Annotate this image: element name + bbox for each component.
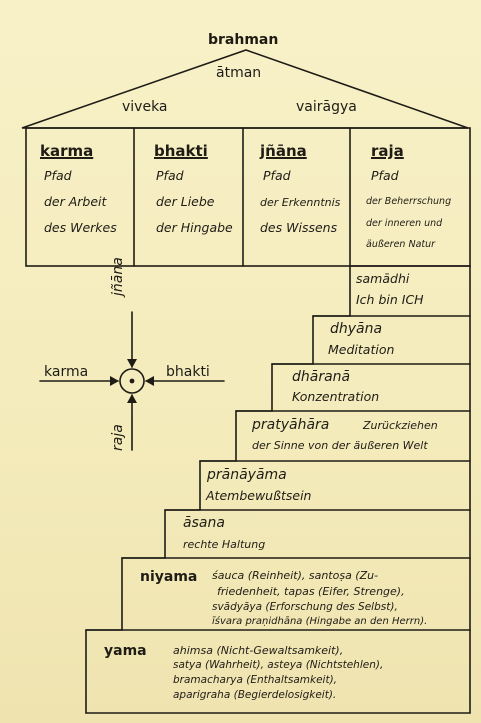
roof-top-label: brahman — [208, 32, 279, 48]
step-name-niyama: niyama — [140, 569, 198, 585]
step-desc-dhyana: Meditation — [328, 342, 395, 357]
compass-label-top: jñāna — [110, 257, 126, 296]
step-niyama-line-3: svādyāya (Erforschung des Selbst), — [212, 601, 398, 613]
path-bhakti-line-1: Pfad — [156, 168, 184, 183]
step-desc-samadhi: Ich bin ICH — [356, 292, 424, 307]
roof-right-label: vairāgya — [296, 99, 357, 115]
path-bhakti-line-3: der Hingabe — [156, 220, 233, 235]
path-raja-line-4: äußeren Natur — [366, 239, 436, 250]
path-raja-line-1: Pfad — [371, 168, 399, 183]
roof-outline — [22, 50, 468, 128]
step-yama-line-2: satya (Wahrheit), asteya (Nichtstehlen), — [173, 659, 384, 671]
step-name-pranayama: prānāyāma — [207, 467, 287, 483]
compass-label-left: karma — [44, 364, 89, 380]
step-desc1-pratyahara: Zurückziehen — [363, 419, 438, 432]
arrowhead-left — [110, 376, 119, 386]
path-name-karma: karma — [40, 142, 94, 160]
arrowhead-top — [127, 359, 137, 368]
step-desc-dharana: Konzentration — [292, 389, 380, 404]
path-bhakti-line-2: der Liebe — [156, 194, 215, 209]
roof-middle-label: ātman — [216, 65, 262, 81]
step-desc-asana: rechte Haltung — [183, 538, 266, 551]
path-name-jnana: jñāna — [260, 142, 307, 160]
step-name-yama: yama — [104, 643, 147, 659]
path-name-bhakti: bhakti — [154, 142, 208, 160]
path-karma-line-1: Pfad — [44, 168, 72, 183]
step-name-samadhi: samādhi — [356, 271, 410, 286]
arrowhead-bottom — [127, 394, 137, 403]
step-name-dhyana: dhyāna — [330, 321, 383, 337]
path-raja-line-3: der inneren und — [366, 218, 443, 229]
path-jnana-line-1: Pfad — [263, 168, 291, 183]
step-yama-line-1: ahimsa (Nicht-Gewaltsamkeit), — [173, 644, 344, 657]
step-name-asana: āsana — [183, 515, 225, 531]
path-raja-line-2: der Beherrschung — [366, 196, 452, 207]
step-name-dharana: dhāranā — [292, 369, 351, 385]
path-jnana-line-2: der Erkenntnis — [260, 196, 341, 209]
path-jnana-line-3: des Wissens — [260, 220, 338, 235]
compass-label-bottom: raja — [110, 424, 126, 451]
path-karma-line-2: der Arbeit — [44, 194, 107, 209]
step-name-pratyahara: pratyāhāra — [252, 417, 330, 433]
step-yama-line-3: bramacharya (Enthaltsamkeit), — [173, 674, 338, 686]
step-desc-pranayama: Atembewußtsein — [206, 488, 312, 503]
step-yama-line-4: aparigraha (Begierdelosigkeit). — [173, 689, 337, 701]
path-karma-line-3: des Werkes — [44, 220, 117, 235]
step-desc2-pratyahara: der Sinne von der äußeren Welt — [252, 439, 428, 452]
arrowhead-right — [145, 376, 154, 386]
path-name-raja: raja — [371, 142, 404, 160]
step-niyama-line-1: śauca (Reinheit), santoṣa (Zu- — [212, 569, 379, 582]
roof-left-label: viveka — [122, 99, 168, 115]
step-niyama-line-4: īśvara praṇidhāna (Hingabe an den Herrn). — [212, 616, 428, 627]
step-niyama-line-2: friedenheit, tapas (Eifer, Strenge), — [217, 585, 405, 598]
compass-label-right: bhakti — [166, 364, 210, 380]
